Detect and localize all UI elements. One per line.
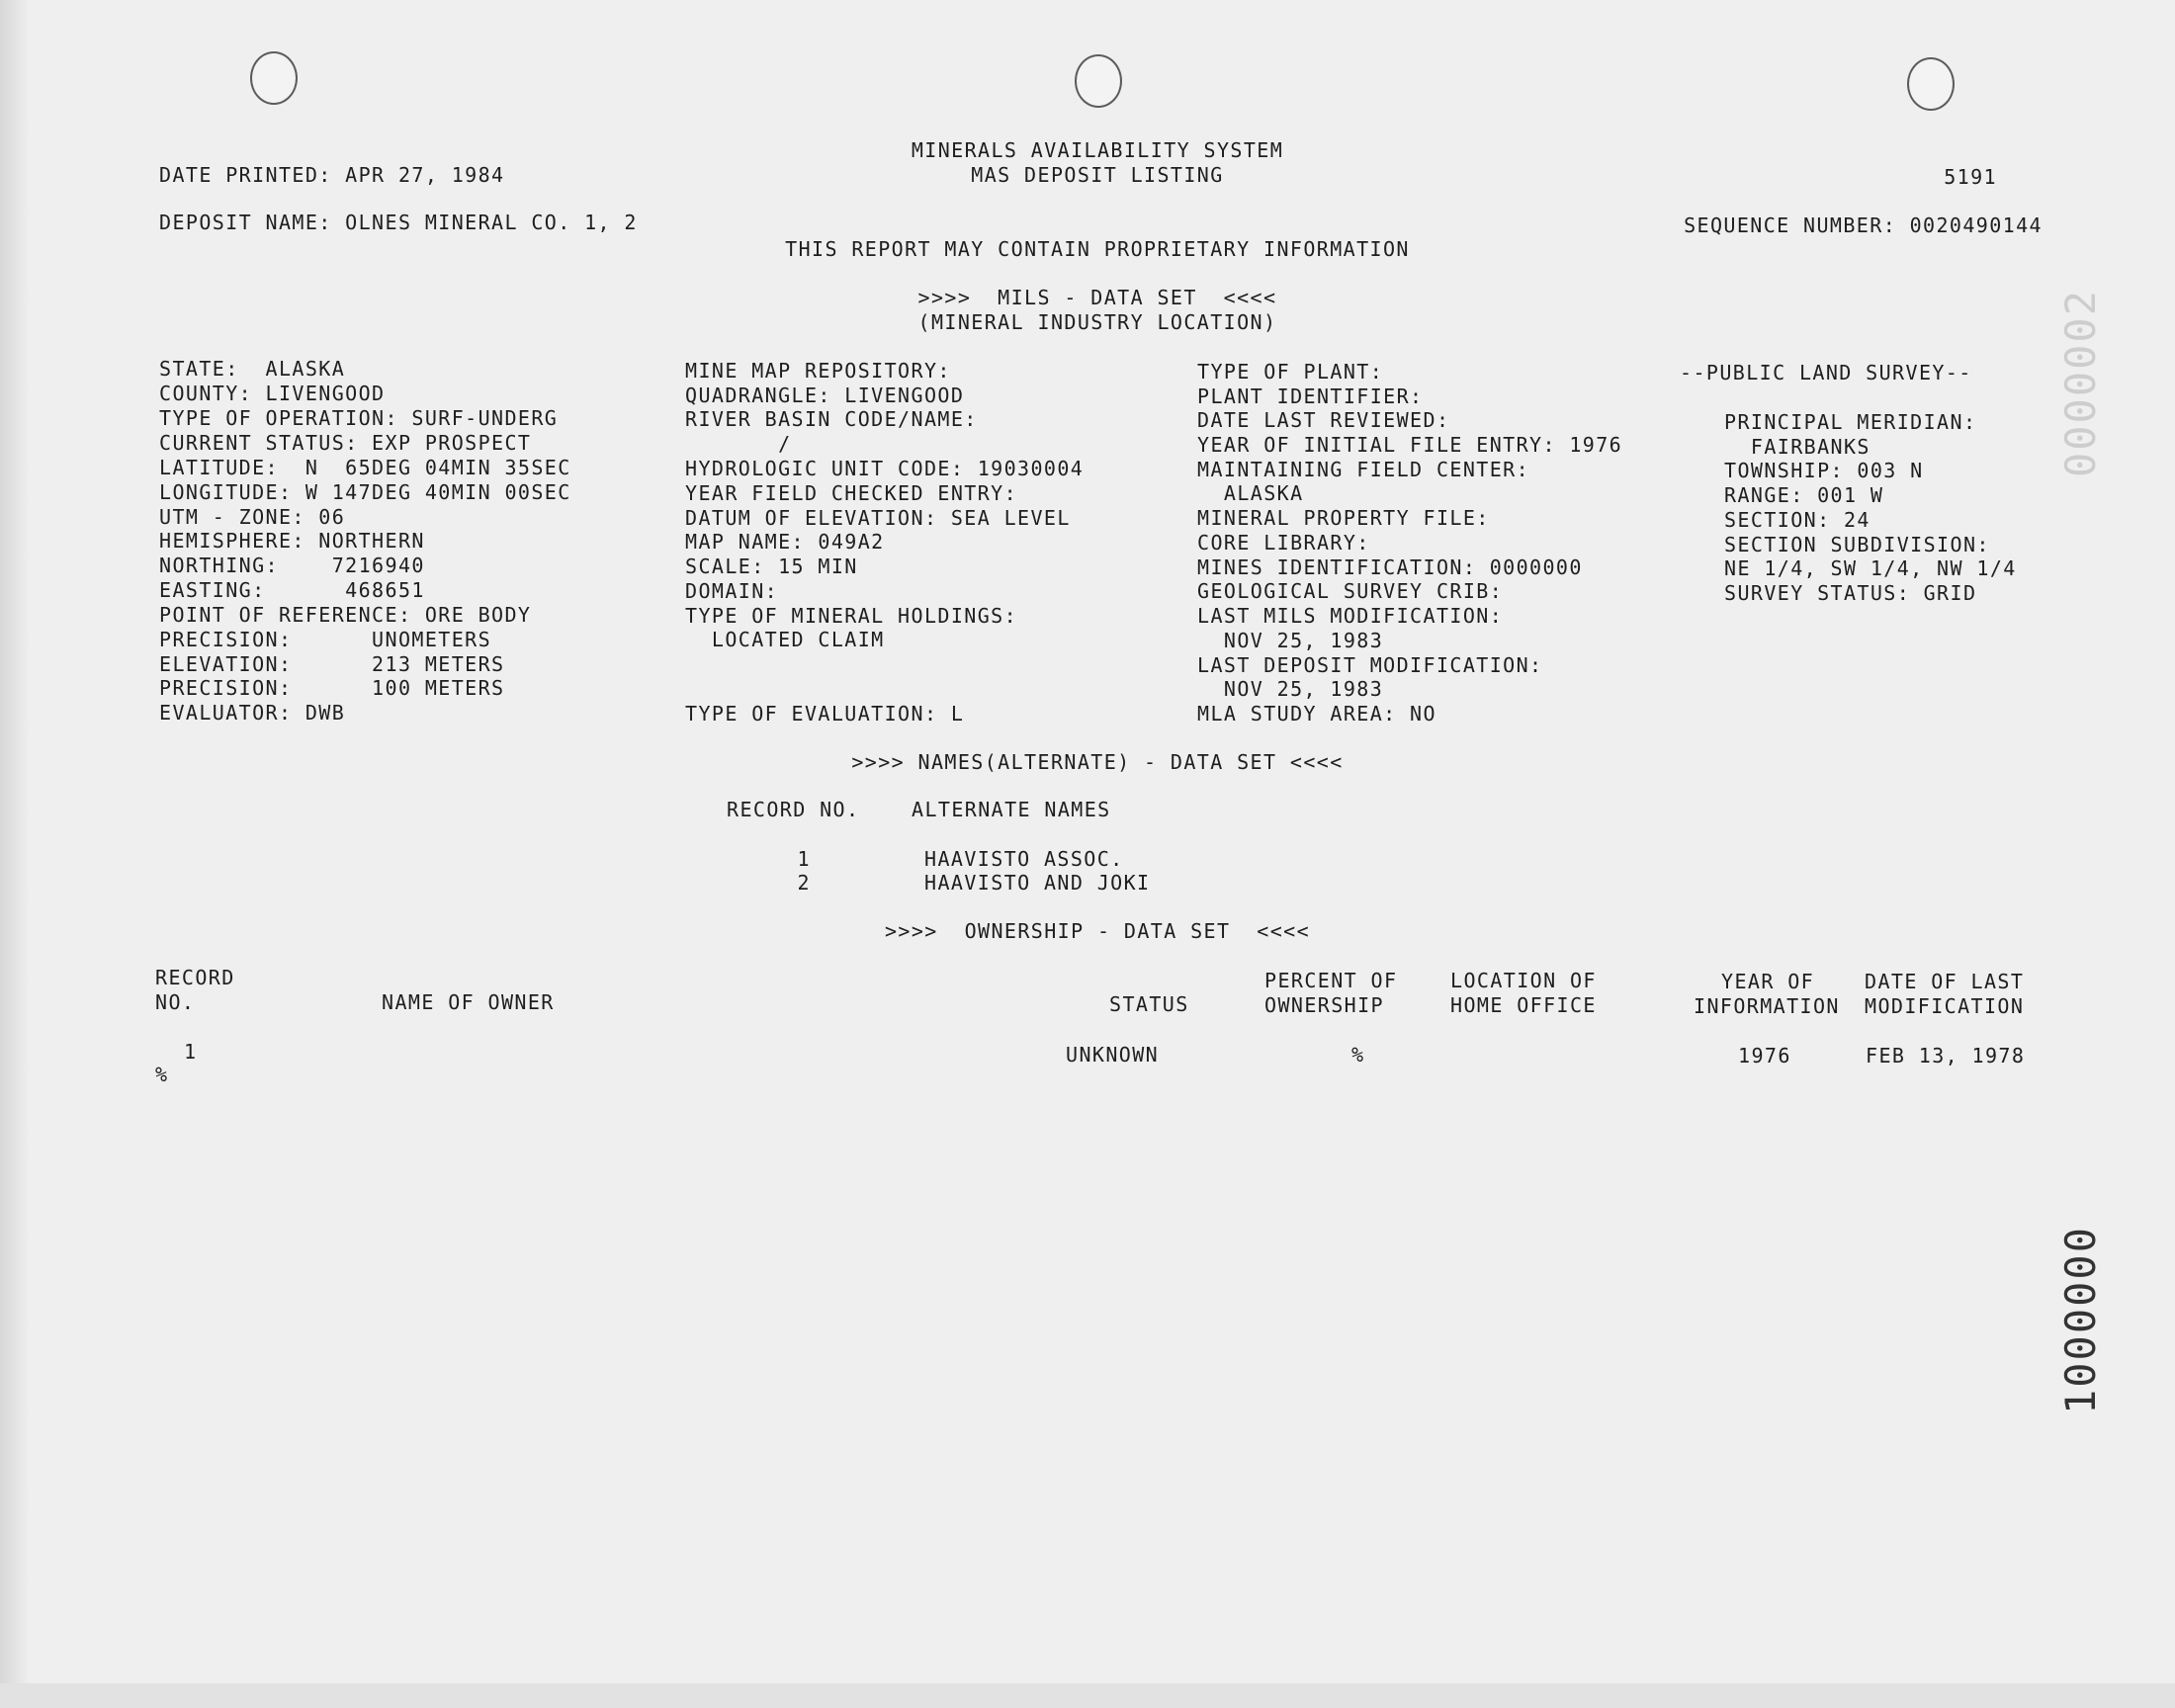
mils-field: NOV 25, 1983 <box>1197 677 1384 701</box>
mils-field: TYPE OF OPERATION: SURF-UNDERG <box>159 406 559 430</box>
deposit-name: DEPOSIT NAME: OLNES MINERAL CO. 1, 2 <box>159 211 638 234</box>
header-last-modified: MODIFICATION <box>1865 994 2025 1018</box>
ownership-section-title: >>>> OWNERSHIP - DATA SET <<<< <box>884 919 1311 943</box>
mils-field: PRECISION: 100 METERS <box>159 676 505 700</box>
mils-field: PLANT IDENTIFIER: <box>1197 384 1424 408</box>
mils-field: TYPE OF MINERAL HOLDINGS: <box>685 604 1018 628</box>
bates-stamp-number: 1000000 <box>2056 1226 2105 1415</box>
proprietary-notice: THIS REPORT MAY CONTAIN PROPRIETARY INFORMATION <box>785 237 1410 261</box>
alt-name: HAAVISTO AND JOKI <box>924 871 1151 895</box>
mils-field: YEAR OF INITIAL FILE ENTRY: 1976 <box>1197 433 1623 457</box>
record-no-header: RECORD NO. <box>727 798 860 821</box>
header-percent: OWNERSHIP <box>1264 993 1384 1017</box>
punch-hole-left <box>250 51 298 105</box>
page-number: 5191 <box>1944 165 1997 189</box>
owner-percent-continuation: % <box>155 1063 169 1086</box>
faint-stamp-number: 0000002 <box>2056 289 2105 478</box>
owner-percent: % <box>1351 1043 1365 1067</box>
mils-field: MINE MAP REPOSITORY: <box>685 359 951 383</box>
survey-field: SECTION SUBDIVISION: <box>1724 533 1990 556</box>
header-owner-name: NAME OF OWNER <box>382 990 555 1014</box>
survey-field: TOWNSHIP: 003 N <box>1724 459 1924 482</box>
mils-field: MAINTAINING FIELD CENTER: <box>1197 458 1530 481</box>
mils-field: EVALUATOR: DWB <box>159 701 346 725</box>
survey-field: PRINCIPAL MERIDIAN: <box>1724 410 1977 434</box>
mils-field: POINT OF REFERENCE: ORE BODY <box>159 603 532 627</box>
owner-date: FEB 13, 1978 <box>1866 1044 2026 1068</box>
mils-field: COUNTY: LIVENGOOD <box>159 382 386 405</box>
system-title: MINERALS AVAILABILITY SYSTEM <box>911 138 1284 162</box>
listing-title: MAS DEPOSIT LISTING <box>971 163 1224 187</box>
header-location: HOME OFFICE <box>1450 993 1597 1017</box>
mils-field: MINERAL PROPERTY FILE: <box>1197 506 1490 530</box>
mils-field: ALASKA <box>1197 481 1304 505</box>
alt-name-record: 1 <box>797 847 811 871</box>
mils-field: YEAR FIELD CHECKED ENTRY: <box>685 481 1018 505</box>
mils-field: PRECISION: UNOMETERS <box>159 628 492 651</box>
mils-section-title: >>>> MILS - DATA SET <<<< <box>917 286 1277 309</box>
mils-field: LOCATED CLAIM <box>685 628 885 651</box>
alt-name: HAAVISTO ASSOC. <box>924 847 1124 871</box>
mils-field: DATUM OF ELEVATION: SEA LEVEL <box>685 506 1071 530</box>
header-location: LOCATION OF <box>1450 969 1597 992</box>
mils-field: CORE LIBRARY: <box>1197 531 1370 555</box>
mils-section-subtitle: (MINERAL INDUSTRY LOCATION) <box>917 310 1277 334</box>
mils-field: MINES IDENTIFICATION: 0000000 <box>1197 555 1583 579</box>
survey-field: --PUBLIC LAND SURVEY-- <box>1680 361 1972 384</box>
header-year: INFORMATION <box>1694 994 1840 1018</box>
mils-field: DATE LAST REVIEWED: <box>1197 408 1450 432</box>
survey-field: SECTION: 24 <box>1724 508 1870 532</box>
mils-field: LAST DEPOSIT MODIFICATION: <box>1197 653 1543 677</box>
owner-record: 1 <box>184 1040 198 1064</box>
punch-hole-center <box>1075 54 1122 108</box>
mils-field: STATE: ALASKA <box>159 357 346 381</box>
header-record: RECORD <box>155 966 235 989</box>
mils-field: LONGITUDE: W 147DEG 40MIN 00SEC <box>159 480 571 504</box>
mils-field: QUADRANGLE: LIVENGOOD <box>685 384 965 407</box>
header-percent: PERCENT OF <box>1264 969 1398 992</box>
scan-margin-shadow <box>0 0 30 1683</box>
header-last-modified: DATE OF LAST <box>1865 970 2025 993</box>
owner-year: 1976 <box>1738 1044 1791 1068</box>
mils-field: MLA STUDY AREA: NO <box>1197 702 1436 726</box>
mils-field: DOMAIN: <box>685 579 779 603</box>
mils-field: NOV 25, 1983 <box>1197 629 1384 652</box>
survey-field: NE 1/4, SW 1/4, NW 1/4 <box>1724 556 2017 580</box>
owner-status: UNKNOWN <box>1066 1043 1160 1067</box>
punch-hole-right <box>1907 57 1955 111</box>
mils-field: LAST MILS MODIFICATION: <box>1197 604 1504 628</box>
survey-field: FAIRBANKS <box>1724 435 1870 459</box>
mils-field: HYDROLOGIC UNIT CODE: 19030004 <box>685 457 1085 480</box>
mils-field: TYPE OF PLANT: <box>1197 360 1384 384</box>
mils-field: RIVER BASIN CODE/NAME: <box>685 407 978 431</box>
mils-field: TYPE OF EVALUATION: L <box>685 702 965 726</box>
mils-field: GEOLOGICAL SURVEY CRIB: <box>1197 579 1504 603</box>
mils-field: MAP NAME: 049A2 <box>685 530 885 554</box>
mils-field: CURRENT STATUS: EXP PROSPECT <box>159 431 532 455</box>
alt-name-record: 2 <box>797 871 811 895</box>
header-year: YEAR OF <box>1721 970 1815 993</box>
mils-field: HEMISPHERE: NORTHERN <box>159 529 425 553</box>
sequence-number: SEQUENCE NUMBER: 0020490144 <box>1684 214 2043 237</box>
survey-field: SURVEY STATUS: GRID <box>1724 581 1977 605</box>
alternate-names-header: ALTERNATE NAMES <box>912 798 1111 821</box>
header-status: STATUS <box>1109 992 1189 1016</box>
names-section-title: >>>> NAMES(ALTERNATE) - DATA SET <<<< <box>851 750 1344 774</box>
mils-field: EASTING: 468651 <box>159 578 425 602</box>
survey-field: RANGE: 001 W <box>1724 483 1884 507</box>
mils-field: / <box>685 432 792 456</box>
mils-field: NORTHING: 7216940 <box>159 554 425 577</box>
mils-field: ELEVATION: 213 METERS <box>159 652 505 676</box>
mils-field: SCALE: 15 MIN <box>685 555 858 578</box>
mils-field: LATITUDE: N 65DEG 04MIN 35SEC <box>159 456 571 479</box>
scan-bottom-edge <box>0 1683 2175 1708</box>
header-record: NO. <box>155 990 196 1014</box>
date-printed: DATE PRINTED: APR 27, 1984 <box>159 163 505 187</box>
mils-field: UTM - ZONE: 06 <box>159 505 346 529</box>
